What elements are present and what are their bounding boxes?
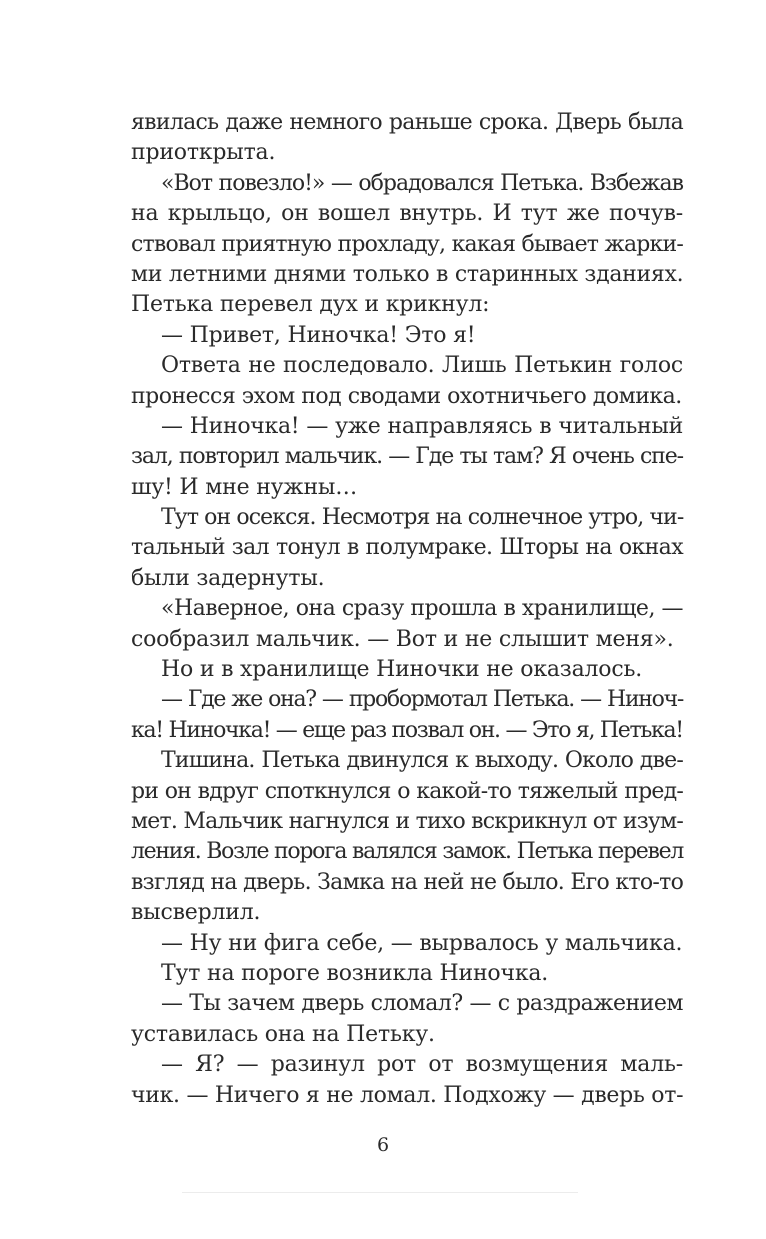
text-line: зал, повторил мальчик. — Где ты там? Я очень спе- [131, 444, 683, 470]
text-line: Тут он осекся. Несмотря на солнечное утро, чи- [161, 505, 684, 531]
text-line: — Где же она? — пробормотал Петька. — Ниноч- [161, 687, 683, 713]
text-line: ми летними днями только в старинных зданиях. [131, 261, 684, 287]
text-line: взгляд на дверь. Замка на ней не было. Его кто-то [131, 869, 684, 895]
text-line: явилась даже немного раньше срока. Дверь была [131, 110, 683, 135]
text-line: сообразил мальчик. — Вот и не слышит меня». [131, 626, 674, 652]
text-line: пронесся эхом под сводами охотничьего домика. [131, 383, 682, 409]
text-line: мет. Мальчик нагнулся и тихо вскрикнул от изум- [131, 808, 683, 834]
text-line: «Вот повезло!» — обрадовался Петька. Взбежав [161, 170, 683, 196]
text-line: ка! Ниночка! — еще раз позвал он. — Это я, Петька! [131, 717, 683, 743]
text-line: «Наверное, она сразу прошла в хранилище, — [161, 596, 683, 622]
text-line: Но и в хранилище Ниночки не оказалось. [161, 657, 643, 683]
text-line: уставилась она на Петьку. [131, 1021, 435, 1047]
text-line: шу! И мне нужны… [131, 474, 358, 500]
body-text [131, 108, 683, 1111]
text-line: ствовал приятную прохладу, какая бывает жарки- [131, 231, 683, 257]
page-number: 6 [376, 1134, 390, 1156]
text-line: приоткрыта. [131, 140, 276, 166]
text-line: — Ты зачем дверь сломал? — с раздражением [161, 991, 683, 1017]
text-line: ления. Возле порога валялся замок. Петька перевел [131, 839, 683, 865]
text-line: — Я? — разинул рот от возмущения маль- [161, 1052, 683, 1078]
text-line: чик. — Ничего я не ломал. Подхожу — дверь от- [131, 1082, 684, 1108]
text-line: тальный зал тонул в полумраке. Шторы на окнах [131, 535, 683, 561]
text-line: были задернуты. [131, 565, 325, 591]
text-line: на крыльцо, он вошел внутрь. И тут же почув- [131, 201, 683, 227]
text-line: Тишина. Петька двинулся к выходу. Около две- [161, 748, 683, 774]
text-line: — Ниночка! — уже направляясь в читальный [161, 413, 683, 439]
text-line: — Привет, Ниночка! Это я! [161, 322, 476, 348]
text-line: Петька перевел дух и крикнул: [131, 292, 490, 318]
text-line: — Ну ни фига себе, — вырвалось у мальчика. [161, 930, 683, 956]
text-line: Ответа не последовало. Лишь Петькин голос [161, 353, 683, 379]
text-line: ри он вдруг споткнулся о какой-то тяжелый пред- [131, 778, 683, 804]
footer-divider [182, 1192, 578, 1193]
text-line: высверлил. [131, 900, 261, 926]
text-line: Тут на пороге возникла Ниночка. [161, 960, 549, 986]
